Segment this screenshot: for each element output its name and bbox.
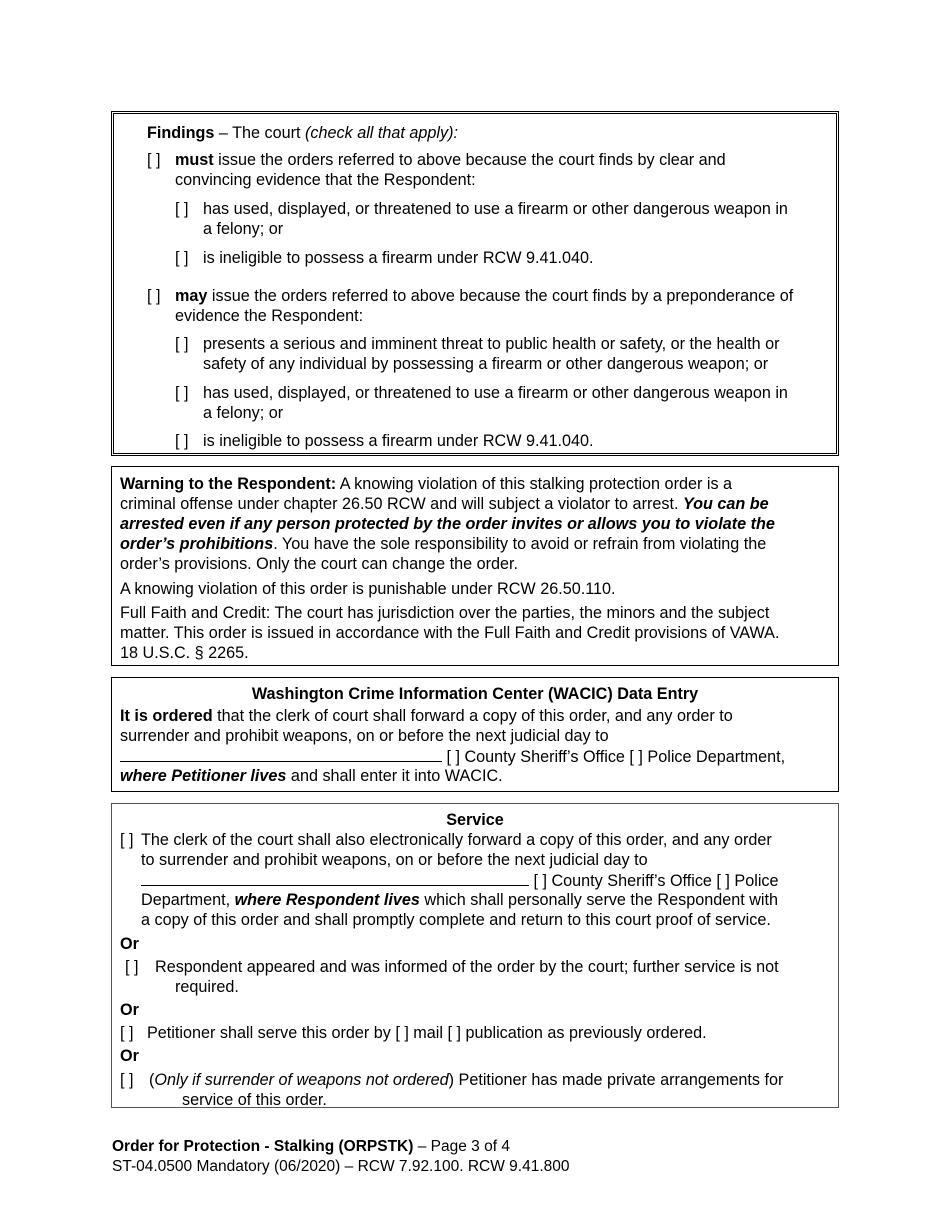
findings-intro-italic: (check all that apply): — [305, 124, 458, 142]
warning-line-2 — [120, 494, 769, 514]
service-private-checkbox[interactable]: [ ] — [120, 1071, 134, 1089]
warning-text-2b: You can be — [682, 495, 769, 513]
service-clerk-text-3: [ ] County Sheriff’s Office [ ] Police — [529, 872, 779, 890]
service-clerk-line-2: to surrender and prohibit weapons, on or before the next judicial day to — [141, 851, 648, 869]
wacic-line-4 — [120, 766, 503, 786]
must-sub1-line-1: has used, displayed, or threatened to use a firearm or other dangerous weapon in — [203, 200, 788, 218]
service-private-rest: ) Petitioner has made private arrangements for — [448, 1071, 784, 1089]
service-clerk-text-4a: Department, — [141, 891, 235, 909]
may-sub3-checkbox[interactable]: [ ] — [175, 432, 189, 450]
full-faith-line-3: 18 U.S.C. § 2265. — [120, 644, 249, 662]
service-county-blank[interactable] — [141, 870, 529, 886]
wacic-line-3 — [120, 746, 785, 767]
must-sub1-checkbox[interactable]: [ ] — [175, 200, 189, 218]
full-faith-line-2: matter. This order is issued in accordance with the Full Faith and Credit provisions of VAWA. — [120, 624, 780, 642]
footer-form-line: ST-04.0500 Mandatory (06/2020) – RCW 7.92.100. RCW 9.41.800 — [112, 1158, 570, 1175]
warning-text-4a: order’s prohibitions — [120, 535, 274, 553]
may-text-line-1 — [175, 286, 793, 306]
service-appeared-line-1: Respondent appeared and was informed of the order by the court; further service is not — [155, 958, 779, 976]
may-sub1-checkbox[interactable]: [ ] — [175, 335, 189, 353]
warning-section — [111, 466, 839, 666]
warning-punishable: A knowing violation of this order is punishable under RCW 26.50.110. — [120, 580, 616, 598]
may-text-1: issue the orders referred to above because the court finds by a preponderance of — [207, 287, 794, 305]
may-keyword: may — [175, 287, 208, 305]
may-sub1-line-1: presents a serious and imminent threat to public health or safety, or the health or — [203, 335, 780, 353]
findings-section — [111, 111, 839, 456]
service-section — [111, 803, 839, 1108]
full-faith-line-1: Full Faith and Credit: The court has jurisdiction over the parties, the minors and the subject — [120, 604, 770, 622]
footer-title: Order for Protection - Stalking (ORPSTK) — [112, 1138, 414, 1155]
service-clerk-line-5: a copy of this order and shall promptly complete and return to this court proof of service. — [141, 911, 771, 929]
service-clerk-line-4 — [141, 890, 778, 910]
may-sub1-line-2: safety of any individual by possessing a firearm or other dangerous weapon; or — [203, 355, 769, 373]
may-text-line-2: evidence the Respondent: — [175, 307, 364, 325]
must-sub1-line-2: a felony; or — [203, 220, 284, 238]
wacic-text-1: that the clerk of court shall forward a copy of this order, and any order to — [212, 707, 733, 725]
service-or-2: Or — [120, 1001, 139, 1019]
must-text-line-2: convincing evidence that the Respondent: — [175, 171, 476, 189]
footer-page: – Page 3 of 4 — [413, 1138, 510, 1155]
service-or-1: Or — [120, 935, 139, 953]
service-private-line-2: service of this order. — [182, 1091, 327, 1109]
warning-text-2a: criminal offense under chapter 26.50 RCW and will subject a violator to arrest. — [120, 495, 683, 513]
warning-line-4 — [120, 534, 766, 554]
service-clerk-line-3 — [141, 870, 779, 891]
wacic-county-blank[interactable] — [120, 746, 442, 762]
findings-intro: – The court — [214, 124, 306, 142]
may-sub2-checkbox[interactable]: [ ] — [175, 384, 189, 402]
wacic-title: Washington Crime Information Center (WACIC) Data Entry — [251, 685, 699, 703]
wacic-line-2: surrender and prohibit weapons, on or before the next judicial day to — [120, 727, 609, 745]
must-keyword: must — [175, 151, 214, 169]
must-text-1: issue the orders referred to above because the court finds by clear and — [213, 151, 726, 169]
service-appeared-checkbox[interactable]: [ ] — [125, 958, 139, 976]
wacic-section — [111, 677, 839, 792]
may-sub3-line: is ineligible to possess a firearm under RCW 9.41.040. — [203, 432, 594, 450]
must-sub2-line: is ineligible to possess a firearm under RCW 9.41.040. — [203, 249, 594, 267]
warning-line-1 — [120, 474, 732, 494]
service-petitioner-line: Petitioner shall serve this order by [ ] mail [ ] publication as previously ordered. — [147, 1024, 707, 1042]
warning-heading: Warning to the Respondent: — [120, 475, 337, 493]
may-sub2-line-2: a felony; or — [203, 404, 284, 422]
must-sub2-checkbox[interactable]: [ ] — [175, 249, 189, 267]
wacic-it-is-ordered: It is ordered — [120, 707, 213, 725]
service-where-respondent: where Respondent lives — [234, 891, 420, 909]
service-petitioner-checkbox[interactable]: [ ] — [120, 1024, 134, 1042]
service-private-line-1 — [149, 1070, 783, 1090]
service-private-italic: Only if surrender of weapons not ordered — [154, 1071, 449, 1089]
footer-title-line — [112, 1137, 510, 1157]
warning-line-3: arrested even if any person protected by the order invites or allows you to violate the — [120, 515, 775, 533]
service-or-3: Or — [120, 1047, 139, 1065]
wacic-text-3: [ ] County Sheriff’s Office [ ] Police Department, — [442, 748, 786, 766]
service-clerk-line-1: The clerk of the court shall also electronically forward a copy of this order, and any order — [141, 831, 772, 849]
service-clerk-text-4c: which shall personally serve the Respondent with — [419, 891, 779, 909]
service-clerk-checkbox[interactable]: [ ] — [120, 831, 134, 849]
wacic-where-petitioner: where Petitioner lives — [120, 767, 287, 785]
must-text-line-1 — [175, 150, 726, 170]
wacic-text-4: and shall enter it into WACIC. — [286, 767, 503, 785]
must-checkbox[interactable]: [ ] — [147, 151, 161, 169]
service-private-open: ( — [149, 1071, 155, 1089]
warning-text-1: A knowing violation of this stalking protection order is a — [336, 475, 733, 493]
may-sub2-line-1: has used, displayed, or threatened to use a firearm or other dangerous weapon in — [203, 384, 788, 402]
warning-text-4b: . You have the sole responsibility to avoid or refrain from violating the — [273, 535, 767, 553]
warning-line-5: order’s provisions. Only the court can change the order. — [120, 555, 519, 573]
findings-heading: Findings — [147, 124, 215, 142]
wacic-line-1 — [120, 706, 733, 726]
service-appeared-line-2: required. — [175, 978, 239, 996]
may-checkbox[interactable]: [ ] — [147, 287, 161, 305]
service-title: Service — [446, 811, 504, 829]
findings-heading-line — [147, 123, 458, 143]
